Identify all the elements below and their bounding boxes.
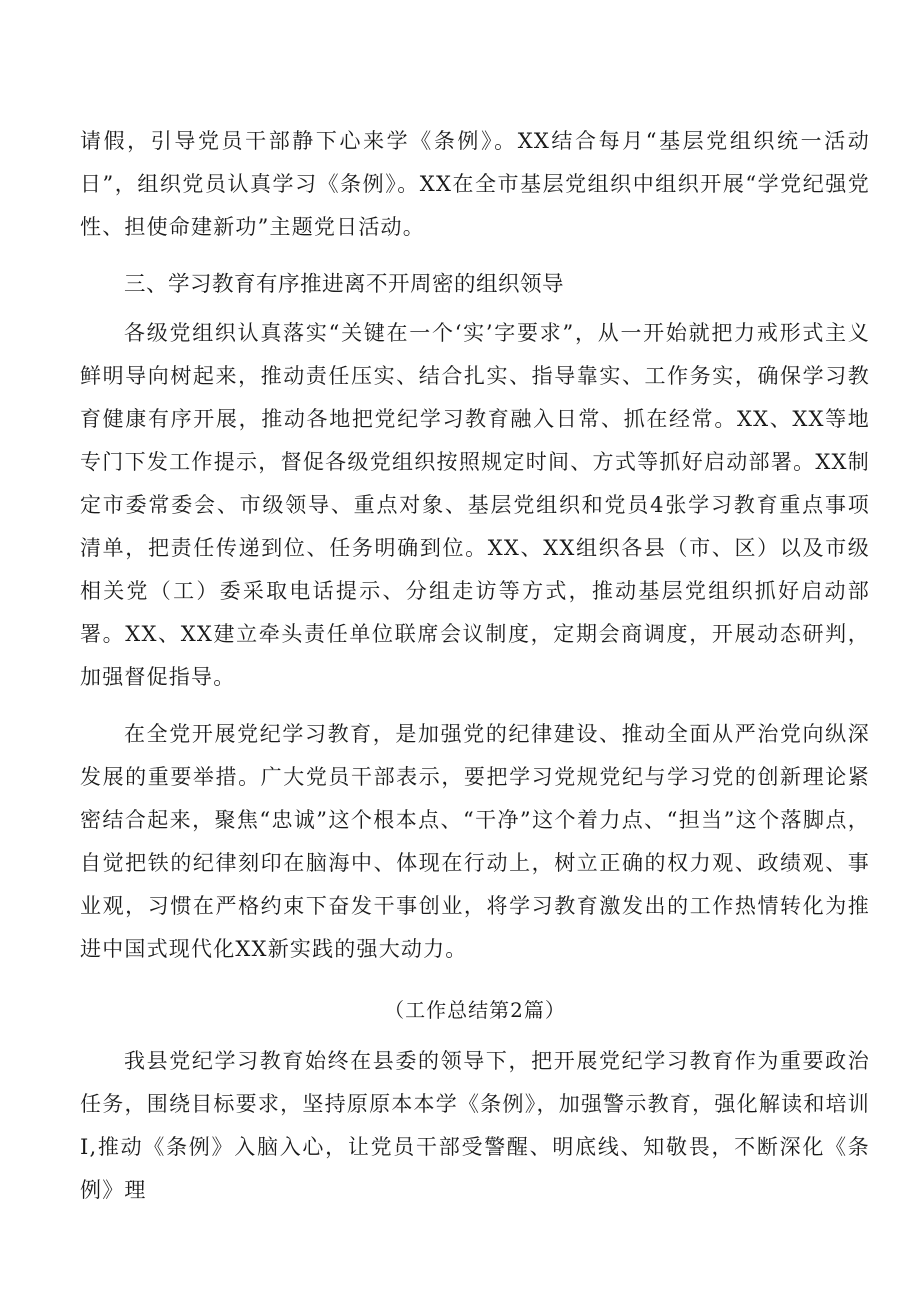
paragraph-conclusion: 在全党开展党纪学习教育，是加强党的纪律建设、推动全面从严治党向纵深发展的重要举措。广大党员干部表示，要把学习党规党纪与学习党的创新理论紧密结合起来，聚焦“忠诚”这个根本点、“干净”这个着力点、“担当”这个落脚点，自觉把铁的纪律刻印在脑海中、体现在行动上，树立正确的权力观、政绩观、事业观，习惯在严格约束下奋发干事创业，将学习教育激发出的工作热情转化为推进中国式现代化XX新实践的强大动力。 — [80, 722, 870, 961]
section-heading-3: 三、学习教育有序推进离不开周密的组织领导 — [124, 272, 565, 297]
document-page — [80, 120, 870, 1212]
article-subtitle: （工作总结第2篇） — [384, 998, 566, 1022]
paragraph-continued: 请假，引导党员干部静下心来学《条例》。XX结合每月“基层党组织统一活动日”，组织党员认真学习《条例》。XX在全市基层党组织中组织开展“学党纪强党性、担使命建新功”主题党日活动。 — [80, 129, 870, 239]
paragraph-organization: 各级党组织认真落实“关键在一个‘实’字要求”，从一开始就把力戒形式主义鲜明导向树起来，推动责任压实、结合扎实、指导靠实、工作务实，确保学习教育健康有序开展，推动各地把党纪学习教育融入日常、抓在经常。XX、XX等地专门下发工作提示，督促各级党组织按照规定时间、方式等抓好启动部署。XX制定市委常委会、市级领导、重点对象、基层党组织和党员4张学习教育重点事项清单，把责任传递到位、任务明确到位。XX、XX组织各县（市、区）以及市级相关党（工）委采取电话提示、分组走访等方式，推动基层党组织抓好启动部署。XX、XX建立牵头责任单位联席会议制度，定期会商调度，开展动态研判，加强督促指导。 — [80, 321, 870, 689]
paragraph-article-2-intro: 我县党纪学习教育始终在县委的领导下，把开展党纪学习教育作为重要政治任务，围绕目标要求，坚持原原本本学《条例》，加强警示教育，强化解读和培训I,推动《条例》入脑入心，让党员干部受警醒、明底线、知敬畏，不断深化《条例》理 — [80, 1049, 870, 1202]
paragraph-gap — [80, 699, 870, 713]
